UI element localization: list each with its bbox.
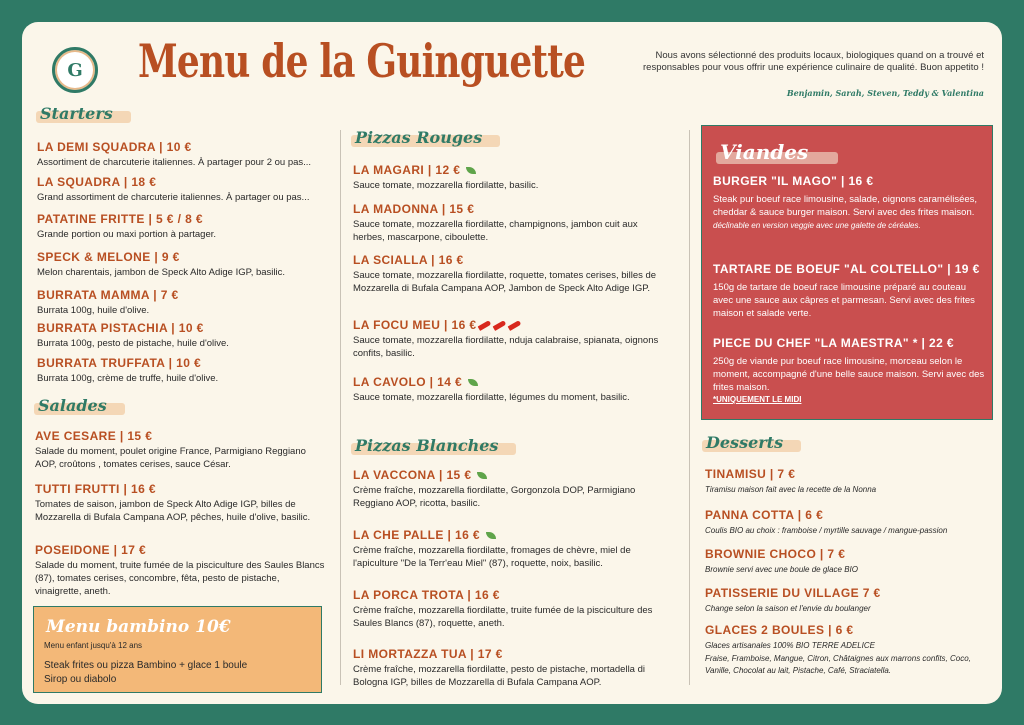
vegetarian-leaf-icon	[486, 532, 496, 539]
dessert-item: BROWNIE CHOCO | 7 € Brownie servi avec une boule de glace BIO	[705, 547, 858, 574]
bambino-box	[33, 606, 322, 693]
viande-item: BURGER "IL MAGO" | 16 € Steak pur boeuf race limousine, salade, oignons caramélisées, cheddar & sauce burger maison. Servi avec des frites maison. déclinable en version veggie avec une galette de céréales.	[713, 174, 978, 230]
column-divider	[689, 130, 690, 685]
starter-item: PATATINE FRITTE | 5 € / 8 € Grande portion ou maxi portion à partager.	[37, 212, 217, 240]
starters-title: Starters	[40, 104, 113, 123]
starter-item: LA SQUADRA | 18 € Grand assortiment de charcuterie italiennes. À partager ou pas...	[37, 175, 310, 203]
desserts-title: Desserts	[706, 433, 783, 452]
salade-item: AVE CESARE | 15 € Salade du moment, poulet origine France, Parmigiano Reggiano AOP, croûtons , tomates cerises, sauce César.	[35, 429, 306, 470]
viande-item: TARTARE DE BOEUF "AL COLTELLO" | 19 € 150g de tartare de boeuf race limousine préparé au couteau avec une sauce aux câpres et parmesan. Servi avec des frites maison et salade verte.	[713, 262, 980, 319]
starter-item: BURRATA MAMMA | 7 € Burrata 100g, huile d'olive.	[37, 288, 179, 316]
viande-item: PIECE DU CHEF "LA MAESTRA" * | 22 € 250g de viande pur boeuf race limousine, morceau selon le moment, accompagné d'une belle sauce maison. Servi avec des frites maison. *UNIQUEMENT LE MIDI	[713, 336, 985, 404]
dessert-item: PANNA COTTA | 6 € Coulis BIO au choix : framboise / myrtille sauvage / mangue-passion	[705, 508, 948, 535]
starter-item: SPECK & MELONE | 9 € Melon charentais, jambon de Speck Alto Adige IGP, basilic.	[37, 250, 286, 278]
salade-item: TUTTI FRUTTI | 16 € Tomates de saison, jambon de Speck Alto Adige IGP, billes de Mozzarella di Bufala Campana AOP, pêches, huile d'olive, basilic.	[35, 482, 311, 523]
pizza-rouge-item: LA CAVOLO | 14 € Sauce tomate, mozzarella fiordilatte, légumes du moment, basilic.	[353, 375, 630, 403]
pizza-blanche-item: LA PORCA TROTA | 16 € Crème fraîche, mozzarella fiordilatte, truite fumée de la pisciculture des Saules Blancs (87), roquette, aneth.	[353, 588, 653, 629]
signature: Benjamin, Sarah, Steven, Teddy & Valentina	[786, 88, 984, 98]
starter-item: BURRATA PISTACHIA | 10 € Burrata 100g, pesto de pistache, huile d'olive.	[37, 321, 229, 349]
starter-item: LA DEMI SQUADRA | 10 € Assortiment de charcuterie italiennes. À partager pour 2 ou pas...	[37, 140, 312, 168]
viandes-title: Viandes	[720, 140, 808, 164]
pizza-blanche-item: LA VACCONA | 15 € Crème fraîche, mozzarella fiordilatte, Gorgonzola DOP, Parmigiano Reggiano AOP, ricotta, basilic.	[353, 468, 636, 509]
pizzas-rouges-title: Pizzas Rouges	[355, 128, 482, 147]
starter-item: BURRATA TRUFFATA | 10 € Burrata 100g, crème de truffe, huile d'olive.	[37, 356, 219, 384]
dessert-item: TINAMISU | 7 € Tiramisu maison fait avec la recette de la Nonna	[705, 467, 877, 494]
page-title: Menu de la Guinguette	[138, 34, 586, 88]
vegetarian-leaf-icon	[468, 379, 478, 386]
guinguette-logo: G	[52, 47, 98, 93]
dessert-item: PATISSERIE DU VILLAGE 7 € Change selon la saison et l'envie du boulanger	[705, 586, 881, 613]
vegetarian-leaf-icon	[466, 167, 476, 174]
pizzas-blanches-title: Pizzas Blanches	[355, 436, 498, 455]
bambino-line: Sirop ou diabolo	[44, 674, 117, 685]
bambino-age: Menu enfant jusqu'à 12 ans	[44, 641, 143, 650]
pizza-rouge-item: LA FOCU MEU | 16 € Sauce tomate, mozzarella fiordilatte, nduja calabraise, spianata, oignons confits, basilic.	[353, 318, 659, 359]
pizza-blanche-item: LI MORTAZZA TUA | 17 € Crème fraîche, mozzarella fiordilatte, pesto de pistache, mortadella di Bologna IGP, billes de Mozzarella di Bufala Campana AOP.	[353, 647, 645, 688]
pizza-blanche-item: LA CHE PALLE | 16 € Crème fraîche, mozzarella fiordilatte, fromages de chèvre, miel de l'apiculture "De la Terr'eau Miel" (87), roquette, noix, basilic.	[353, 528, 631, 569]
pizza-rouge-item: LA MAGARI | 12 € Sauce tomate, mozzarella fiordilatte, basilic.	[353, 163, 539, 191]
bambino-line: Steak frites ou pizza Bambino + glace 1 boule	[44, 660, 248, 671]
vegetarian-leaf-icon	[477, 472, 487, 479]
salades-title: Salades	[38, 396, 107, 415]
bambino-title: Menu bambino 10€	[46, 617, 231, 637]
dessert-item: GLACES 2 BOULES | 6 € Glaces artisanales 100% BIO TERRE ADELICE Fraise, Framboise, Mangue, Citron, Châtaignes aux marrons confits, Coco, Vanille, Chocolat au lait, Pistache, Café, Straciatella.	[705, 623, 971, 675]
salade-item: POSEIDONE | 17 € Salade du moment, truite fumée de la pisciculture des Saules Blancs (87), tomates cerises, concombre, fêta, pesto de pistache, vinaigrette, aneth.	[35, 543, 325, 597]
pizza-rouge-item: LA MADONNA | 15 € Sauce tomate, mozzarella fiordilatte, champignons, jambon cuit aux herbes, mascarpone, ciboulette.	[353, 202, 638, 243]
viandes-box	[701, 125, 993, 420]
column-divider	[340, 130, 341, 685]
pizza-rouge-item: LA SCIALLA | 16 € Sauce tomate, mozzarella fiordilatte, roquette, tomates cerises, billes de Mozzarella di Bufala Campana AOP, Jambon de Speck Alto Adige IGP.	[353, 253, 657, 294]
chili-pepper-icon	[478, 320, 492, 331]
intro-text: Nous avons sélectionné des produits locaux, biologiques quand on a trouvé et responsables pour vous offrir une expérience culinaire de qualité. Buon appetito !	[643, 50, 984, 73]
chili-pepper-icon	[493, 320, 507, 331]
chili-pepper-icon	[508, 320, 522, 331]
